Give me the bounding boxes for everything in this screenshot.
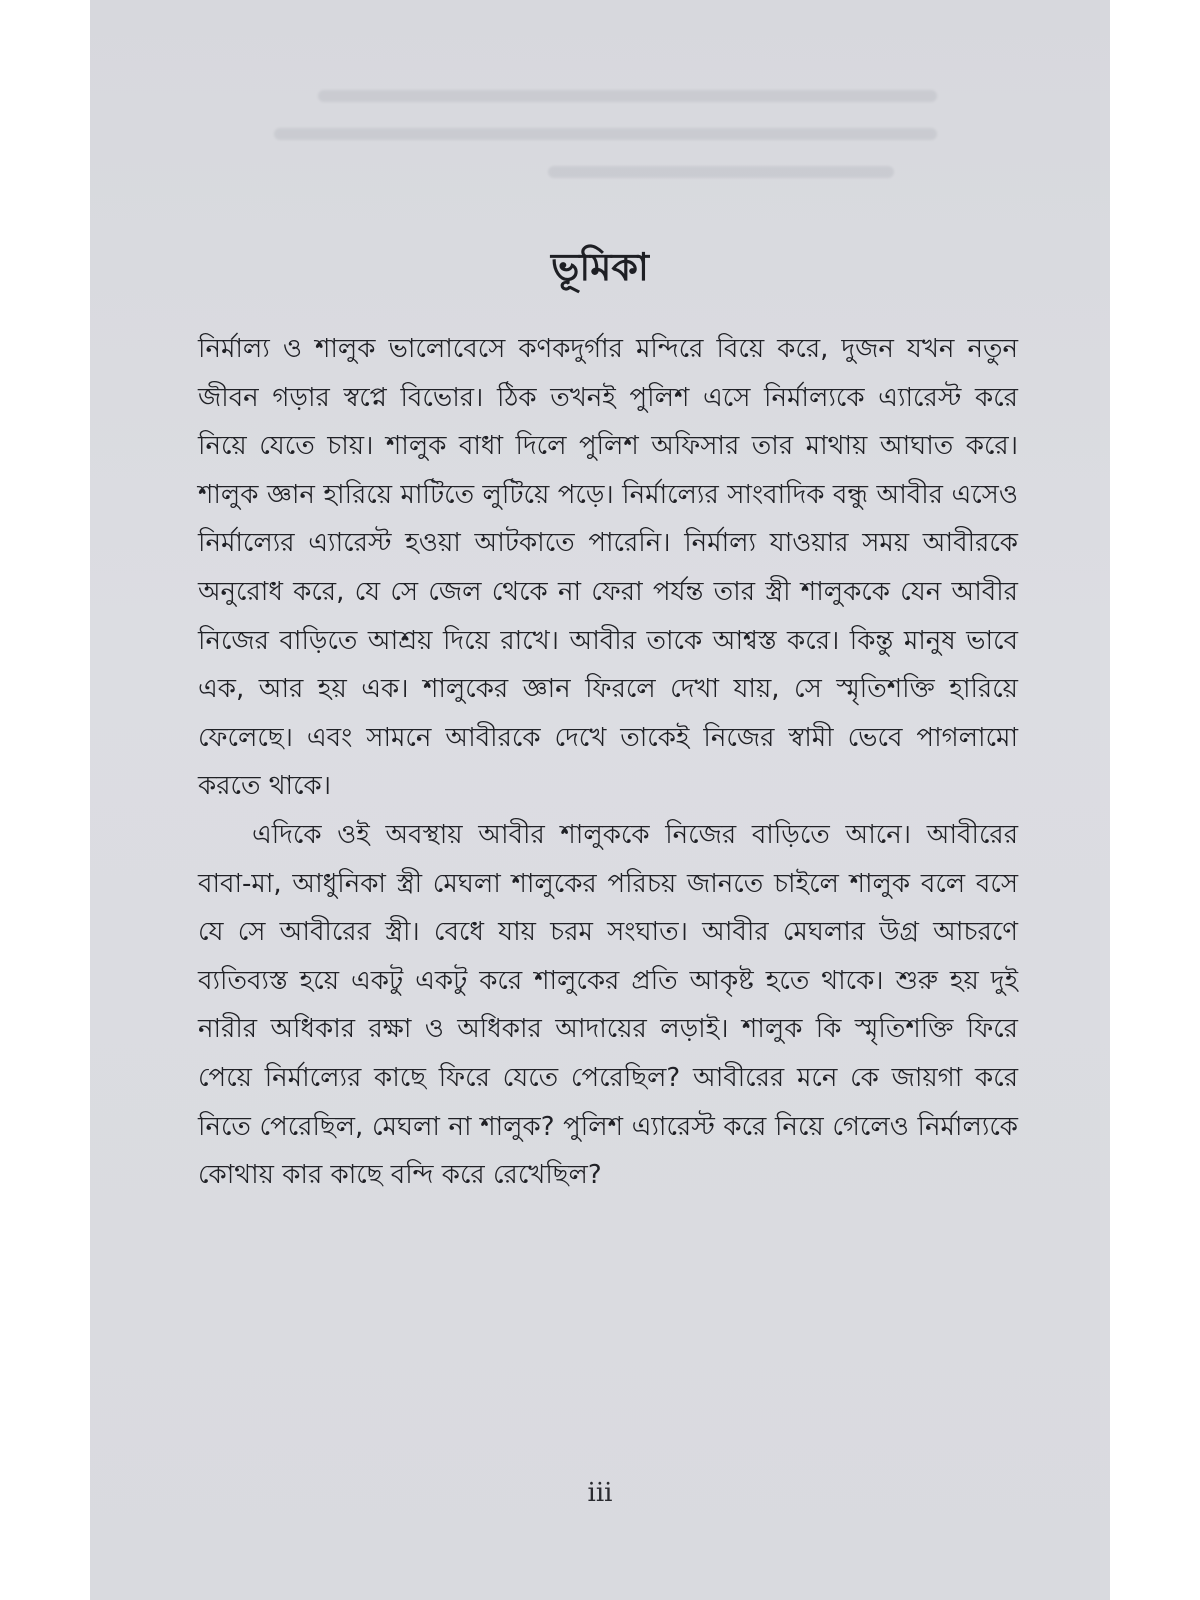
page-title: ভূমিকা: [551, 245, 649, 289]
paragraph-1: নির্মাল্য ও শালুক ভালোবেসে কণকদুর্গার মন্দিরে বিয়ে করে, দুজন যখন নতুন জীবন গড়ার স্বপ্নে বিভোর। ঠিক তখনই পুলিশ এসে নির্মাল্যকে এ্যারেস্ট করে নিয়ে যেতে চায়। শালুক বাধা দিলে পুলিশ অফিসার তার মাথায় আঘাত করে। শালুক জ্ঞান হারিয়ে মাটিতে লুটিয়ে পড়ে। নির্মাল্যের সাংবাদিক বন্ধু আবীর এসেও নির্মাল্যের এ্যারেস্ট হওয়া আটকাতে পারেনি। নির্মাল্য যাওয়ার সময় আবীরকে অনুরোধ করে, যে সে জেল থেকে না ফেরা পর্যন্ত তার স্ত্রী শালুককে যেন আবীর নিজের বাড়িতে আশ্রয় দিয়ে রাখে। আবীর তাকে আশ্বস্ত করে। কিন্তু মানুষ ভাবে এক, আর হয় এক। শালুকের জ্ঞান ফিরলে দেখা যায়, সে স্মৃতিশক্তি হারিয়ে ফেলেছে। এবং সামনে আবীরকে দেখে তাকেই নিজের স্বামী ভেবে পাগলামো করতে থাকে।: [198, 334, 1018, 802]
preface-body: [198, 325, 1018, 1200]
page-number: iii: [587, 1478, 613, 1508]
bleed-through-text: [260, 90, 980, 220]
book-page: [90, 0, 1110, 1600]
paragraph-2: এদিকে ওই অবস্থায় আবীর শালুককে নিজের বাড়িতে আনে। আবীরের বাবা-মা, আধুনিকা স্ত্রী মেঘলা শালুকের পরিচয় জানতে চাইলে শালুক বলে বসে যে সে আবীরের স্ত্রী। বেধে যায় চরম সংঘাত। আবীর মেঘলার উগ্র আচরণে ব্যতিব্যস্ত হয়ে একটু একটু করে শালুকের প্রতি আকৃষ্ট হতে থাকে। শুরু হয় দুই নারীর অধিকার রক্ষা ও অধিকার আদায়ের লড়াই। শালুক কি স্মৃতিশক্তি ফিরে পেয়ে নির্মাল্যের কাছে ফিরে যেতে পেরেছিল? আবীরের মনে কে জায়গা করে নিতে পেরেছিল, মেঘলা না শালুক? পুলিশ এ্যারেস্ট করে নিয়ে গেলেও নির্মাল্যকে কোথায় কার কাছে বন্দি করে রেখেছিল?: [198, 819, 1018, 1191]
